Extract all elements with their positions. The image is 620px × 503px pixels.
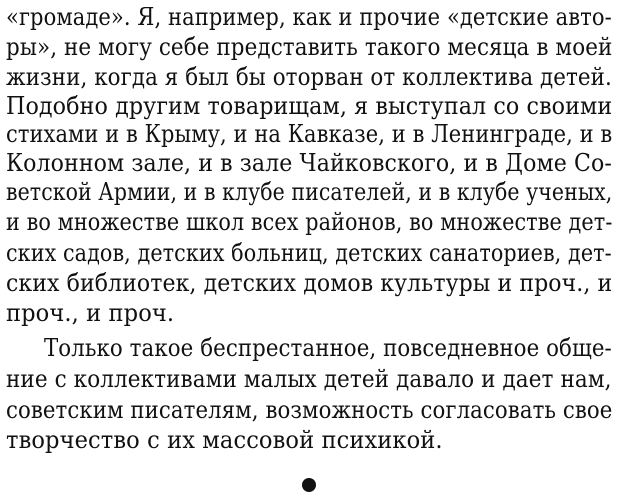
text-line-5: стихами и в Крыму, и на Кавказе, и в Ленинграде, и в — [6, 120, 613, 148]
text-line-8: и во множестве школ всех районов, во множестве дет- — [6, 208, 613, 236]
text-line-13: ние с коллективами малых детей давало и дает нам, — [6, 365, 612, 393]
text-line-4: Подобно другим товарищам, я выступал со своими — [6, 92, 613, 120]
text-line-6: Колонном зале, и в зале Чайковского, и в Доме Со- — [6, 149, 612, 177]
text-line-15: творчество с их массовой психикой. — [6, 426, 443, 454]
bullet-dot — [302, 478, 316, 492]
text-line-14: советским писателям, возможность согласовать свое — [6, 396, 613, 424]
text-line-3: жизни, когда я был бы оторван от коллектива детей. — [6, 63, 612, 91]
text-line-12: Только такое беспрестанное, повседневное обще- — [44, 334, 612, 362]
text-line-11: проч., и проч. — [6, 299, 175, 327]
text-line-2: ры», не могу себе представить такого месяца в моей — [6, 33, 613, 61]
text-line-10: ских библиотек, детских домов культуры и проч., и — [6, 269, 613, 297]
text-line-1: «громаде». Я, например, как и прочие «детские авто- — [6, 3, 612, 31]
text-line-7: ветской Армии, и в клубе писателей, и в клубе ученых, — [6, 178, 613, 206]
text-line-9: ских садов, детских больниц, детских санаториев, дет- — [6, 239, 612, 267]
